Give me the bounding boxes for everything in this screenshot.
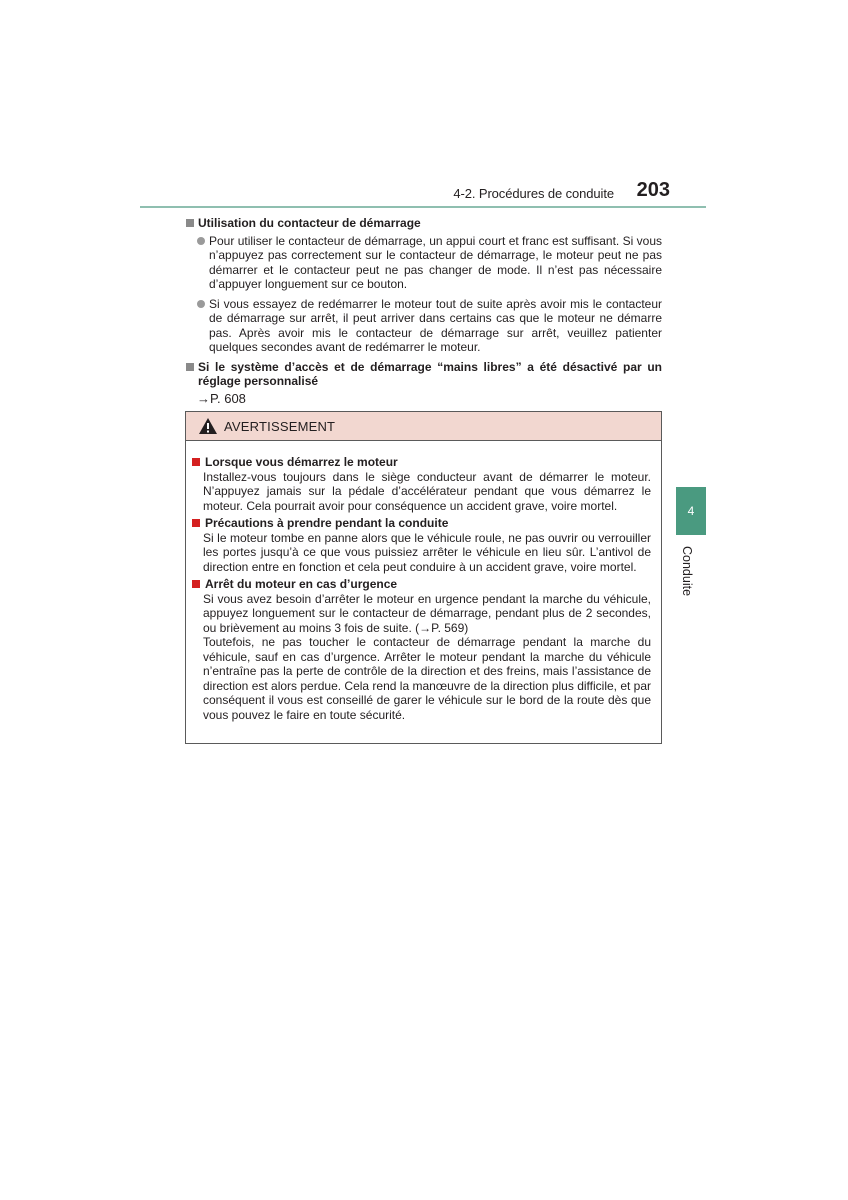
topic-heading	[186, 216, 662, 231]
red-square-icon	[192, 580, 200, 588]
list-item-text: Pour utiliser le contacteur de démarrage, un appui court et franc est suffisant. Si vous n’appuyez pas correctement sur le contacteur de démarrage, le moteur peut ne pas démarrer et le contacteur peut ne pas changer de mode. Il n’est pas nécessaire d’appuyer longuement sur ce bouton.	[209, 233, 662, 291]
warning-section-text: Toutefois, ne pas toucher le contacteur de démarrage pendant la marche du véhicule, sauf en cas d’urgence. Arrêter le moteur pendant la marche du véhicule n’entraîne pas la perte de contrôle de la direction et des freins, mais l’assistance de direction est alors perdue. Cela rend la manœuvre de la direction plus difficile, et par conséquent il vous est conseillé de garer le véhicule sur le bord de la route dès que vous pouvez le faire en toute sécurité.	[203, 635, 652, 722]
topic-title: Si le système d’accès et de démarrage “mains libres” a été désactivé par un réglage personnalisé	[198, 359, 662, 388]
warning-section-text: Si vous avez besoin d’arrêter le moteur en urgence pendant la marche du véhicule, appuyez longuement sur le contacteur de démarrage, pendant plus de 2 secondes, ou brièvement au moins 3 fois de suite. (→P. 569)	[203, 591, 651, 635]
warning-section-heading	[192, 516, 651, 531]
square-bullet-icon	[186, 219, 194, 227]
chapter-tab	[676, 487, 706, 535]
warning-section-title: Arrêt du moteur en cas d’urgence	[205, 577, 398, 591]
page-reference-link[interactable]: →P. 608	[197, 390, 246, 406]
list-item	[197, 297, 662, 355]
warning-title: AVERTISSEMENT	[224, 418, 336, 434]
warning-section-title: Précautions à prendre pendant la conduite	[205, 516, 449, 530]
red-square-icon	[192, 519, 200, 527]
warning-section-heading	[192, 577, 651, 592]
warning-section-text: Installez-vous toujours dans le siège conducteur avant de démarrer le moteur. N’appuyez jamais sur la pédale d’accélérateur pendant que vous démarrez le moteur. Cela pourrait avoir pour conséquence un accident grave, voire mortel.	[203, 469, 651, 513]
section-title: 4-2. Procédures de conduite	[453, 186, 614, 201]
topic-title: Utilisation du contacteur de démarrage	[198, 216, 421, 230]
warning-section-heading	[192, 455, 651, 470]
red-square-icon	[192, 458, 200, 466]
list-item-text: Si vous essayez de redémarrer le moteur tout de suite après avoir mis le contacteur de démarrage sur arrêt, il peut arriver dans certains cas que le moteur ne démarre pas. Après avoir mis le contacteur de démarrage sur arrêt, veuillez patienter quelques secondes avant de redémarrer le moteur.	[209, 296, 662, 354]
page-number: 203	[636, 179, 670, 201]
round-bullet-icon	[197, 237, 205, 245]
header-rule	[140, 206, 706, 208]
warning-body	[186, 441, 661, 722]
main-content	[186, 216, 662, 406]
warning-section-text: Si le moteur tombe en panne alors que le véhicule roule, ne pas ouvrir ou verrouiller les portes jusqu’à ce que vous puissiez arrêter le véhicule en lieu sûr. L’antivol de direction entre en fonction et cela peut conduire à un accident grave, voire mortel.	[203, 530, 651, 574]
square-bullet-icon	[186, 363, 194, 371]
warning-header	[186, 412, 661, 441]
chapter-label: Conduite	[680, 546, 694, 597]
warning-section-title: Lorsque vous démarrez le moteur	[205, 455, 398, 469]
page-header	[140, 178, 706, 208]
chapter-number: 4	[687, 504, 695, 518]
topic-heading	[186, 360, 662, 389]
warning-triangle-icon	[198, 417, 218, 435]
round-bullet-icon	[197, 300, 205, 308]
list-item	[197, 234, 662, 292]
warning-box	[185, 411, 662, 744]
